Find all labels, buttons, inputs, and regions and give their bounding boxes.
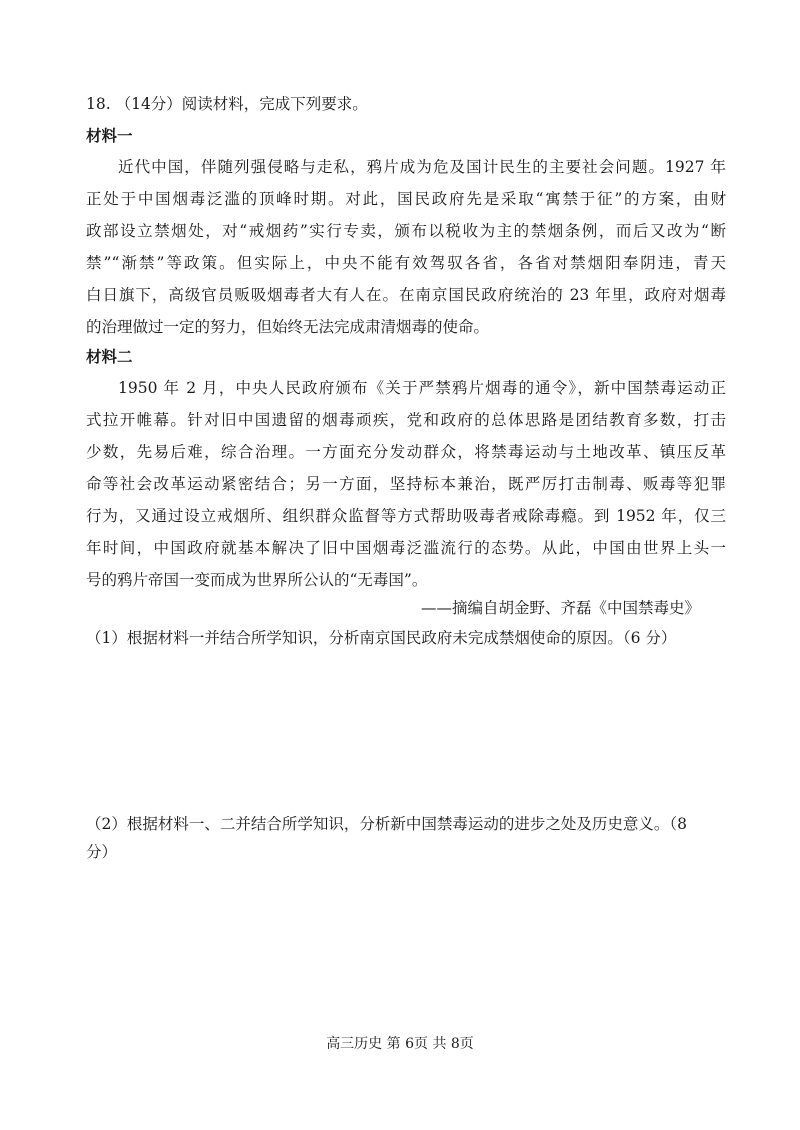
material1-line: 白日旗下，高级官员贩吸烟毒者大有人在。在南京国民政府统治的 23 年里，政府对烟毒 (86, 286, 726, 304)
material2-line: 式拉开帷幕。针对旧中国遗留的烟毒顽疾，党和政府的总体思路是团结教育多数，打击 (86, 411, 726, 429)
material2-line: 年时间，中国政府就基本解决了旧中国烟毒泛滥流行的态势。从此，中国由世界上头一 (86, 539, 726, 557)
material1-line: 禁”“渐禁”等政策。但实际上，中央不能有效驾驭各省，各省对禁烟阳奉阴违，青天 (86, 254, 726, 272)
material1-line: 的治理做过一定的努力，但始终无法完成肃清烟毒的使命。 (86, 318, 490, 336)
material1-line: 政部设立禁烟处，对“戒烟药”实行专卖，颁布以税收为主的禁烟条例，而后又改为“断 (86, 222, 726, 240)
material2-source: ——摘编自胡金野、齐磊《中国禁毒史》 (420, 599, 700, 617)
sub-question-2-cont: 分） (86, 843, 118, 861)
sub-question-1: （1）根据材料一并结合所学知识，分析南京国民政府未完成禁烟使命的原因。（6 分） (86, 629, 677, 647)
material2-line: 命等社会改革运动紧密结合；另一方面，坚持标本兼治，既严厉打击制毒、贩毒等犯罪 (86, 475, 726, 493)
material2-line: 号的鸦片帝国一变而成为世界所公认的“无毒国”。 (86, 571, 428, 589)
material2-line: 1950 年 2 月，中央人民政府颁布《关于严禁鸦片烟毒的通令》，新中国禁毒运动正 (118, 379, 726, 397)
material1-heading: 材料一 (86, 127, 133, 145)
material1-line: 近代中国，伴随列强侵略与走私，鸦片成为危及国计民生的主要社会问题。1927 年 (118, 158, 726, 176)
material2-heading: 材料二 (86, 348, 133, 366)
sub-question-2: （2）根据材料一、二并结合所学知识，分析新中国禁毒运动的进步之处及历史意义。（8 (86, 815, 687, 833)
material2-line: 行为，又通过设立戒烟所、组织群众监督等方式帮助吸毒者戒除毒瘾。到 1952 年，仅三 (86, 507, 726, 525)
material2-line: 少数，先易后难，综合治理。一方面充分发动群众，将禁毒运动与土地改革、镇压反革 (86, 443, 726, 461)
page-footer: 高三历史 第 6页 共 8页 (326, 1036, 474, 1052)
question-title: 18. （14分）阅读材料，完成下列要求。 (86, 95, 368, 113)
material1-line: 正处于中国烟毒泛滥的顶峰时期。对此，国民政府先是采取“寓禁于征”的方案，由财 (86, 190, 726, 208)
